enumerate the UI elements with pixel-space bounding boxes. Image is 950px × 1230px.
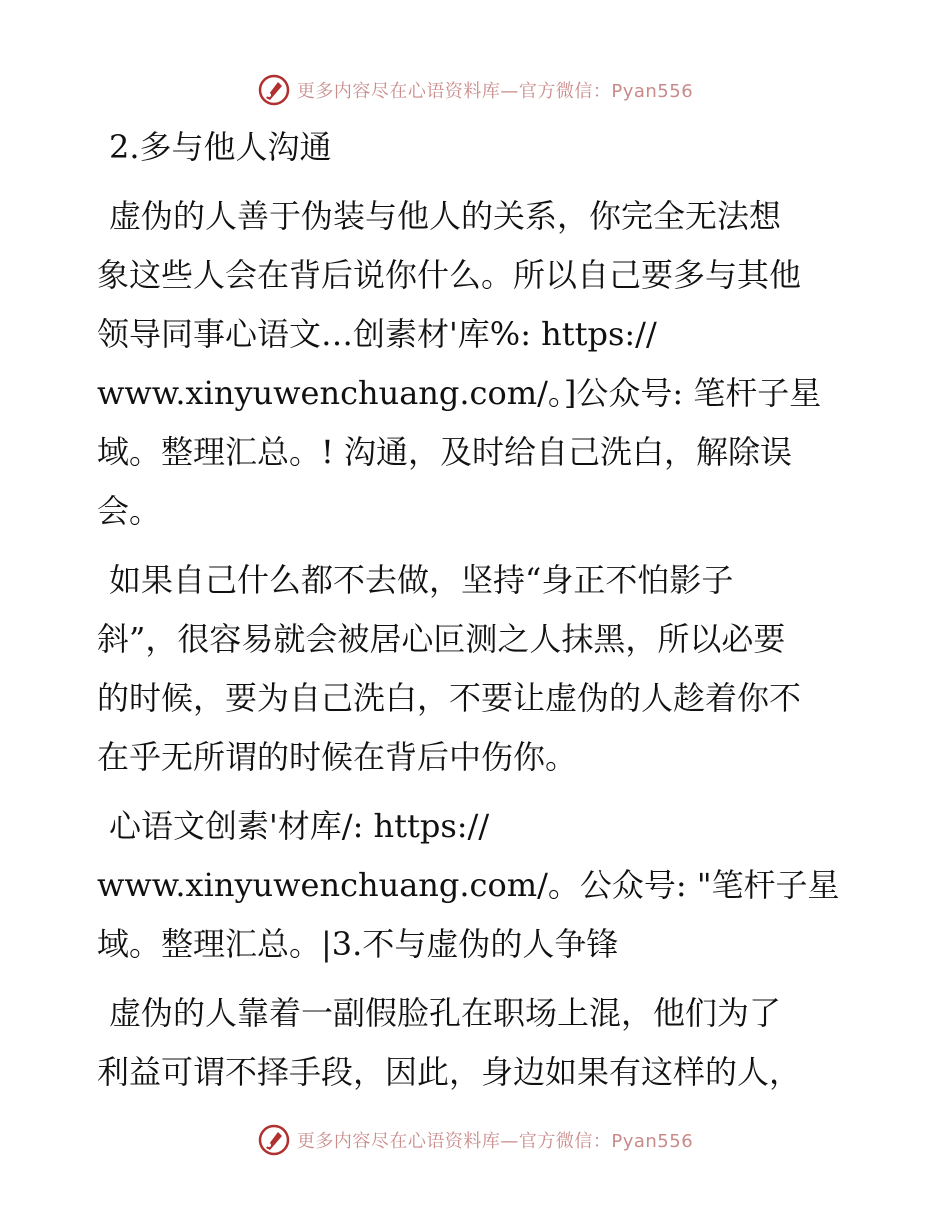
text-line: 域。整理汇总。|3.不与虚伪的人争锋 <box>97 925 619 963</box>
text-line: 虚伪的人善于伪装与他人的关系，你完全无法想 <box>109 197 782 235</box>
banner-text <box>297 1127 693 1153</box>
banner-wechat-id: Pyan556 <box>611 81 694 102</box>
text-line: 虚伪的人靠着一副假脸孔在职场上混，他们为了 <box>109 994 782 1032</box>
text-line: 在乎无所谓的时候在背后中伤你。 <box>97 738 578 776</box>
header-banner <box>0 70 950 110</box>
text-line: 象这些人会在背后说你什么。所以自己要多与其他 <box>97 256 802 294</box>
pen-nib-logo-icon <box>257 1123 291 1157</box>
text-line: 领导同事心语文…创素材'库%: https:// <box>97 315 657 353</box>
paragraph-2 <box>97 551 857 787</box>
footer-banner <box>0 1120 950 1160</box>
banner-text <box>297 77 693 103</box>
banner-message: 更多内容尽在心语资料库—官方微信： <box>296 81 612 102</box>
banner-message: 更多内容尽在心语资料库—官方微信： <box>296 1131 612 1152</box>
text-line: www.xinyuwenchuang.com/。公众号: "笔杆子星 <box>97 866 840 904</box>
text-line: 会。 <box>97 492 162 530</box>
paragraph-3 <box>97 797 857 974</box>
text-line: 的时候，要为自己洗白，不要让虚伪的人趁着你不 <box>97 679 802 717</box>
text-line: 域。整理汇总。! 沟通，及时给自己洗白，解除误 <box>97 433 793 471</box>
section-heading <box>97 118 857 177</box>
paragraph-1 <box>97 187 857 541</box>
text-line: 如果自己什么都不去做，坚持“身正不怕影子 <box>109 561 734 599</box>
heading-text: 2.多与他人沟通 <box>109 128 332 166</box>
document-body <box>97 118 857 1102</box>
text-line: www.xinyuwenchuang.com/。]公众号: 笔杆子星 <box>97 374 822 412</box>
text-line: 心语文创素'材库/: https:// <box>109 807 490 845</box>
paragraph-4 <box>97 984 857 1102</box>
text-line: 斜”，很容易就会被居心叵测之人抹黑，所以必要 <box>97 620 786 658</box>
pen-nib-logo-icon <box>257 73 291 107</box>
banner-wechat-id: Pyan556 <box>611 1131 694 1152</box>
text-line: 利益可谓不择手段，因此，身边如果有这样的人， <box>97 1053 802 1091</box>
